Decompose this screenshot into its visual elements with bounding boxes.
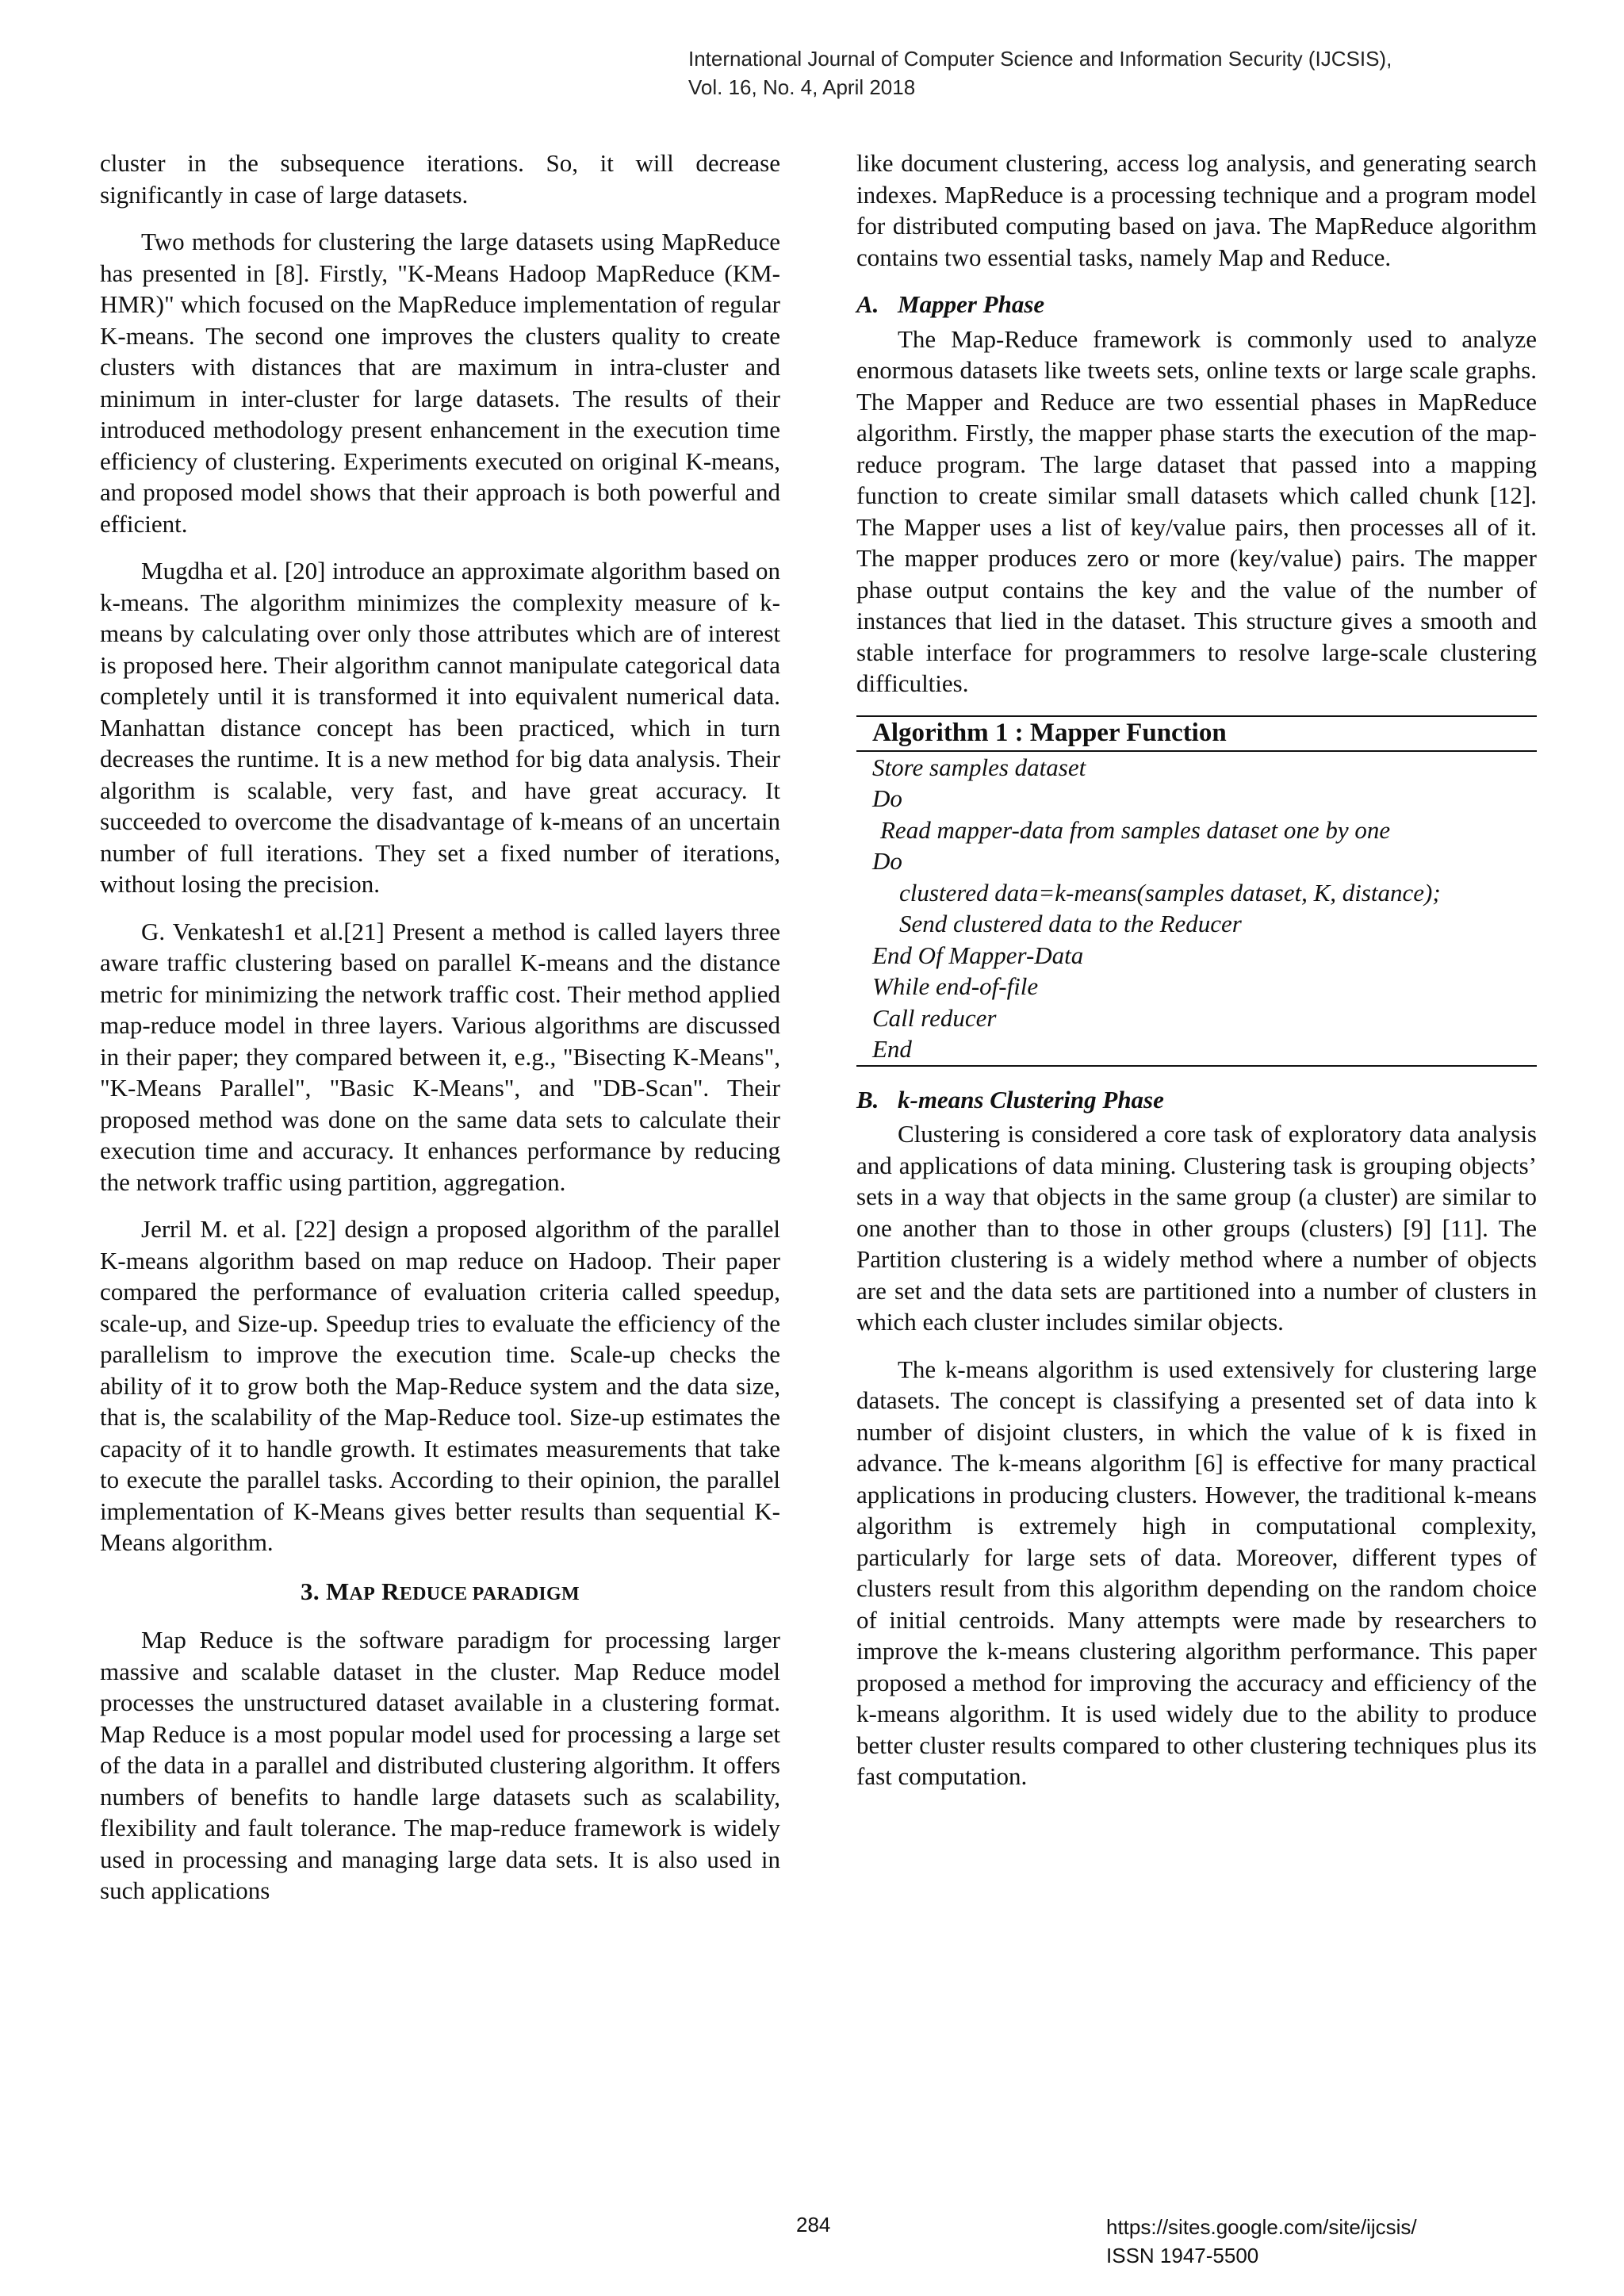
paragraph: The k-means algorithm is used extensively for clustering large datasets. The concept is classifying a presented set of data into k number of disjoint clusters, in which the value of k is fixed in advance. The k-means algorithm [6] is effective for many practical applications in producing clusters. However, the traditional k-means algorithm is extremely high in computational complexity, particularly for large sets of data. Moreover, different types of clusters result from this algorithm depending on the random choice of initial centroids. Many attempts were made by researchers to improve the k-means clustering algorithm performance. This paper proposed a method for improving the accuracy and efficiency of the k-means algorithm. It is used widely due to the ability to produce better cluster results compared to other clustering techniques plus its fast computation.	[856, 1355, 1537, 1790]
page-number: 284	[796, 2213, 831, 2237]
subsection-heading-b: B. k-means Clustering Phase	[856, 1085, 1164, 1114]
algorithm-line: End Of Mapper-Data	[872, 941, 1084, 969]
footer-issn: ISSN 1947-5500	[1106, 2244, 1259, 2267]
paragraph: Two methods for clustering the large datasets using MapReduce has presented in [8]. Firstly, "K-Means Hadoop MapReduce (KM-HMR)" which focused on the MapReduce implementation of regular K-means. The second one improves the clusters quality to create clusters with distances that are maximum in intra-cluster and minimum in inter-cluster for large datasets. The results of their introduced methodology present enhancement in the execution time efficiency of clustering. Experiments executed on original K-means, and proposed model shows that their approach is both powerful and efficient.	[100, 228, 780, 538]
paragraph: Map Reduce is the software paradigm for processing larger massive and scalable dataset in the cluster. Map Reduce model processes the unstructured dataset available in a clustering format. Map Reduce is a most popular model used for processing a large set of the data in a parallel and distributed clustering algorithm. It offers numbers of benefits to handle large datasets such as scalability, flexibility and fault tolerance. The map-reduce framework is widely used in processing and managing large data sets. It is also used in such applications	[100, 1626, 780, 1904]
algorithm-line: End	[872, 1035, 912, 1063]
paragraph: like document clustering, access log analysis, and generating search indexes. MapReduce is a processing technique and a program model for distributed computing based on java. The MapReduce algorithm contains two essential tasks, namely Map and Reduce.	[856, 149, 1537, 271]
algorithm-line: clustered data=k-means(samples dataset, K, distance);	[899, 878, 1441, 907]
paragraph: The Map-Reduce framework is commonly used to analyze enormous datasets like tweets sets, online texts or large scale graphs. The Mapper and Reduce are two essential phases in MapReduce algorithm. Firstly, the mapper phase starts the execution of the map-reduce program. The large dataset that passed into a mapping function to create similar small datasets which called chunk [12]. The Mapper uses a list of key/value pairs, then processes all of it. The mapper produces zero or more (key/value) pairs. The mapper phase output contains the key and the value of the number of instances that lied in the dataset. This structure gives a smooth and stable interface for programmers to resolve large-scale clustering difficulties.	[856, 324, 1537, 697]
paragraph: Clustering is considered a core task of exploratory data analysis and applications of data mining. Clustering task is grouping objects’ sets in a way that objects in the same group (a cluster) are similar to one another than to those in other groups (clusters) [9] [11]. The Partition clustering is a widely method where a number of objects are set and the data sets are partitioned into a number of clusters in which each cluster includes similar objects.	[856, 1120, 1537, 1336]
algorithm-line: While end-of-file	[872, 972, 1039, 1000]
footer-url: https://sites.google.com/site/ijcsis/	[1106, 2215, 1417, 2239]
journal-header	[688, 44, 1561, 102]
section-heading: 3. MAP REDUCE PARADIGM	[301, 1577, 580, 1605]
paragraph: Jerril M. et al. [22] design a proposed algorithm of the parallel K-means algorithm based on map reduce on Hadoop. Their paper compared the performance of evaluation criteria called speedup, scale-up, and Size-up. Speedup tries to evaluate the efficiency of the parallelism to improve the execution time. Scale-up checks the ability of it to grow both the Map-Reduce system and the data size, that is, the scalability of the Map-Reduce tool. Size-up estimates the capacity of it to handle growth. It estimates measurements that take to execute the parallel tasks. According to their opinion, the parallel implementation of K-Means gives better results than sequential K-Means algorithm.	[100, 1215, 780, 1556]
algorithm-line: Call reducer	[872, 1003, 997, 1032]
right-column	[856, 148, 1537, 1792]
algorithm-line: Read mapper-data from samples dataset one by one	[880, 815, 1391, 844]
paragraph: G. Venkatesh1 et al.[21] Present a method is called layers three aware traffic clustering based on parallel K-means and the distance metric for minimizing the network traffic cost. Their method applied map-reduce model in three layers. Various algorithms are discussed in their paper; they compared between it, e.g., "Bisecting K-Means", "K-Means Parallel", "Basic K-Means", and "DB-Scan". Their proposed method was done on the same data sets to calculate their execution time and accuracy. It enhances performance by reducing the network traffic using partition, aggregation.	[100, 917, 780, 1196]
algorithm-title: Algorithm 1 : Mapper Function	[856, 717, 1537, 752]
paragraph: cluster in the subsequence iterations. So, it will decrease significantly in case of large datasets.	[100, 149, 780, 209]
left-column	[100, 148, 780, 1907]
algorithm-line: Send clustered data to the Reducer	[899, 910, 1242, 937]
algorithm-box	[856, 715, 1537, 1067]
algorithm-line: Do	[872, 784, 902, 812]
algorithm-line: Do	[872, 847, 902, 875]
journal-volume: Vol. 16, No. 4, April 2018	[688, 75, 916, 99]
footer-info	[1106, 2213, 1417, 2270]
journal-title: International Journal of Computer Science and Information Security (IJCSIS),	[688, 47, 1392, 71]
paragraph: Mugdha et al. [20] introduce an approximate algorithm based on k-means. The algorithm minimizes the complexity measure of k-means by calculating over only those attributes which are of interest is proposed here. Their algorithm cannot manipulate categorical data completely until it is transformed it into equivalent numerical data. Manhattan distance concept has been practiced, which in turn decreases the runtime. It is a new method for big data analysis. Their algorithm is scalable, very fast, and have great accuracy. It succeeded to overcome the disadvantage of k-means of an uncertain number of full iterations. They set a fixed number of iterations, without losing the precision.	[100, 557, 780, 898]
algorithm-line: Store samples dataset	[872, 753, 1086, 781]
subsection-heading-a: A. Mapper Phase	[856, 290, 1045, 318]
